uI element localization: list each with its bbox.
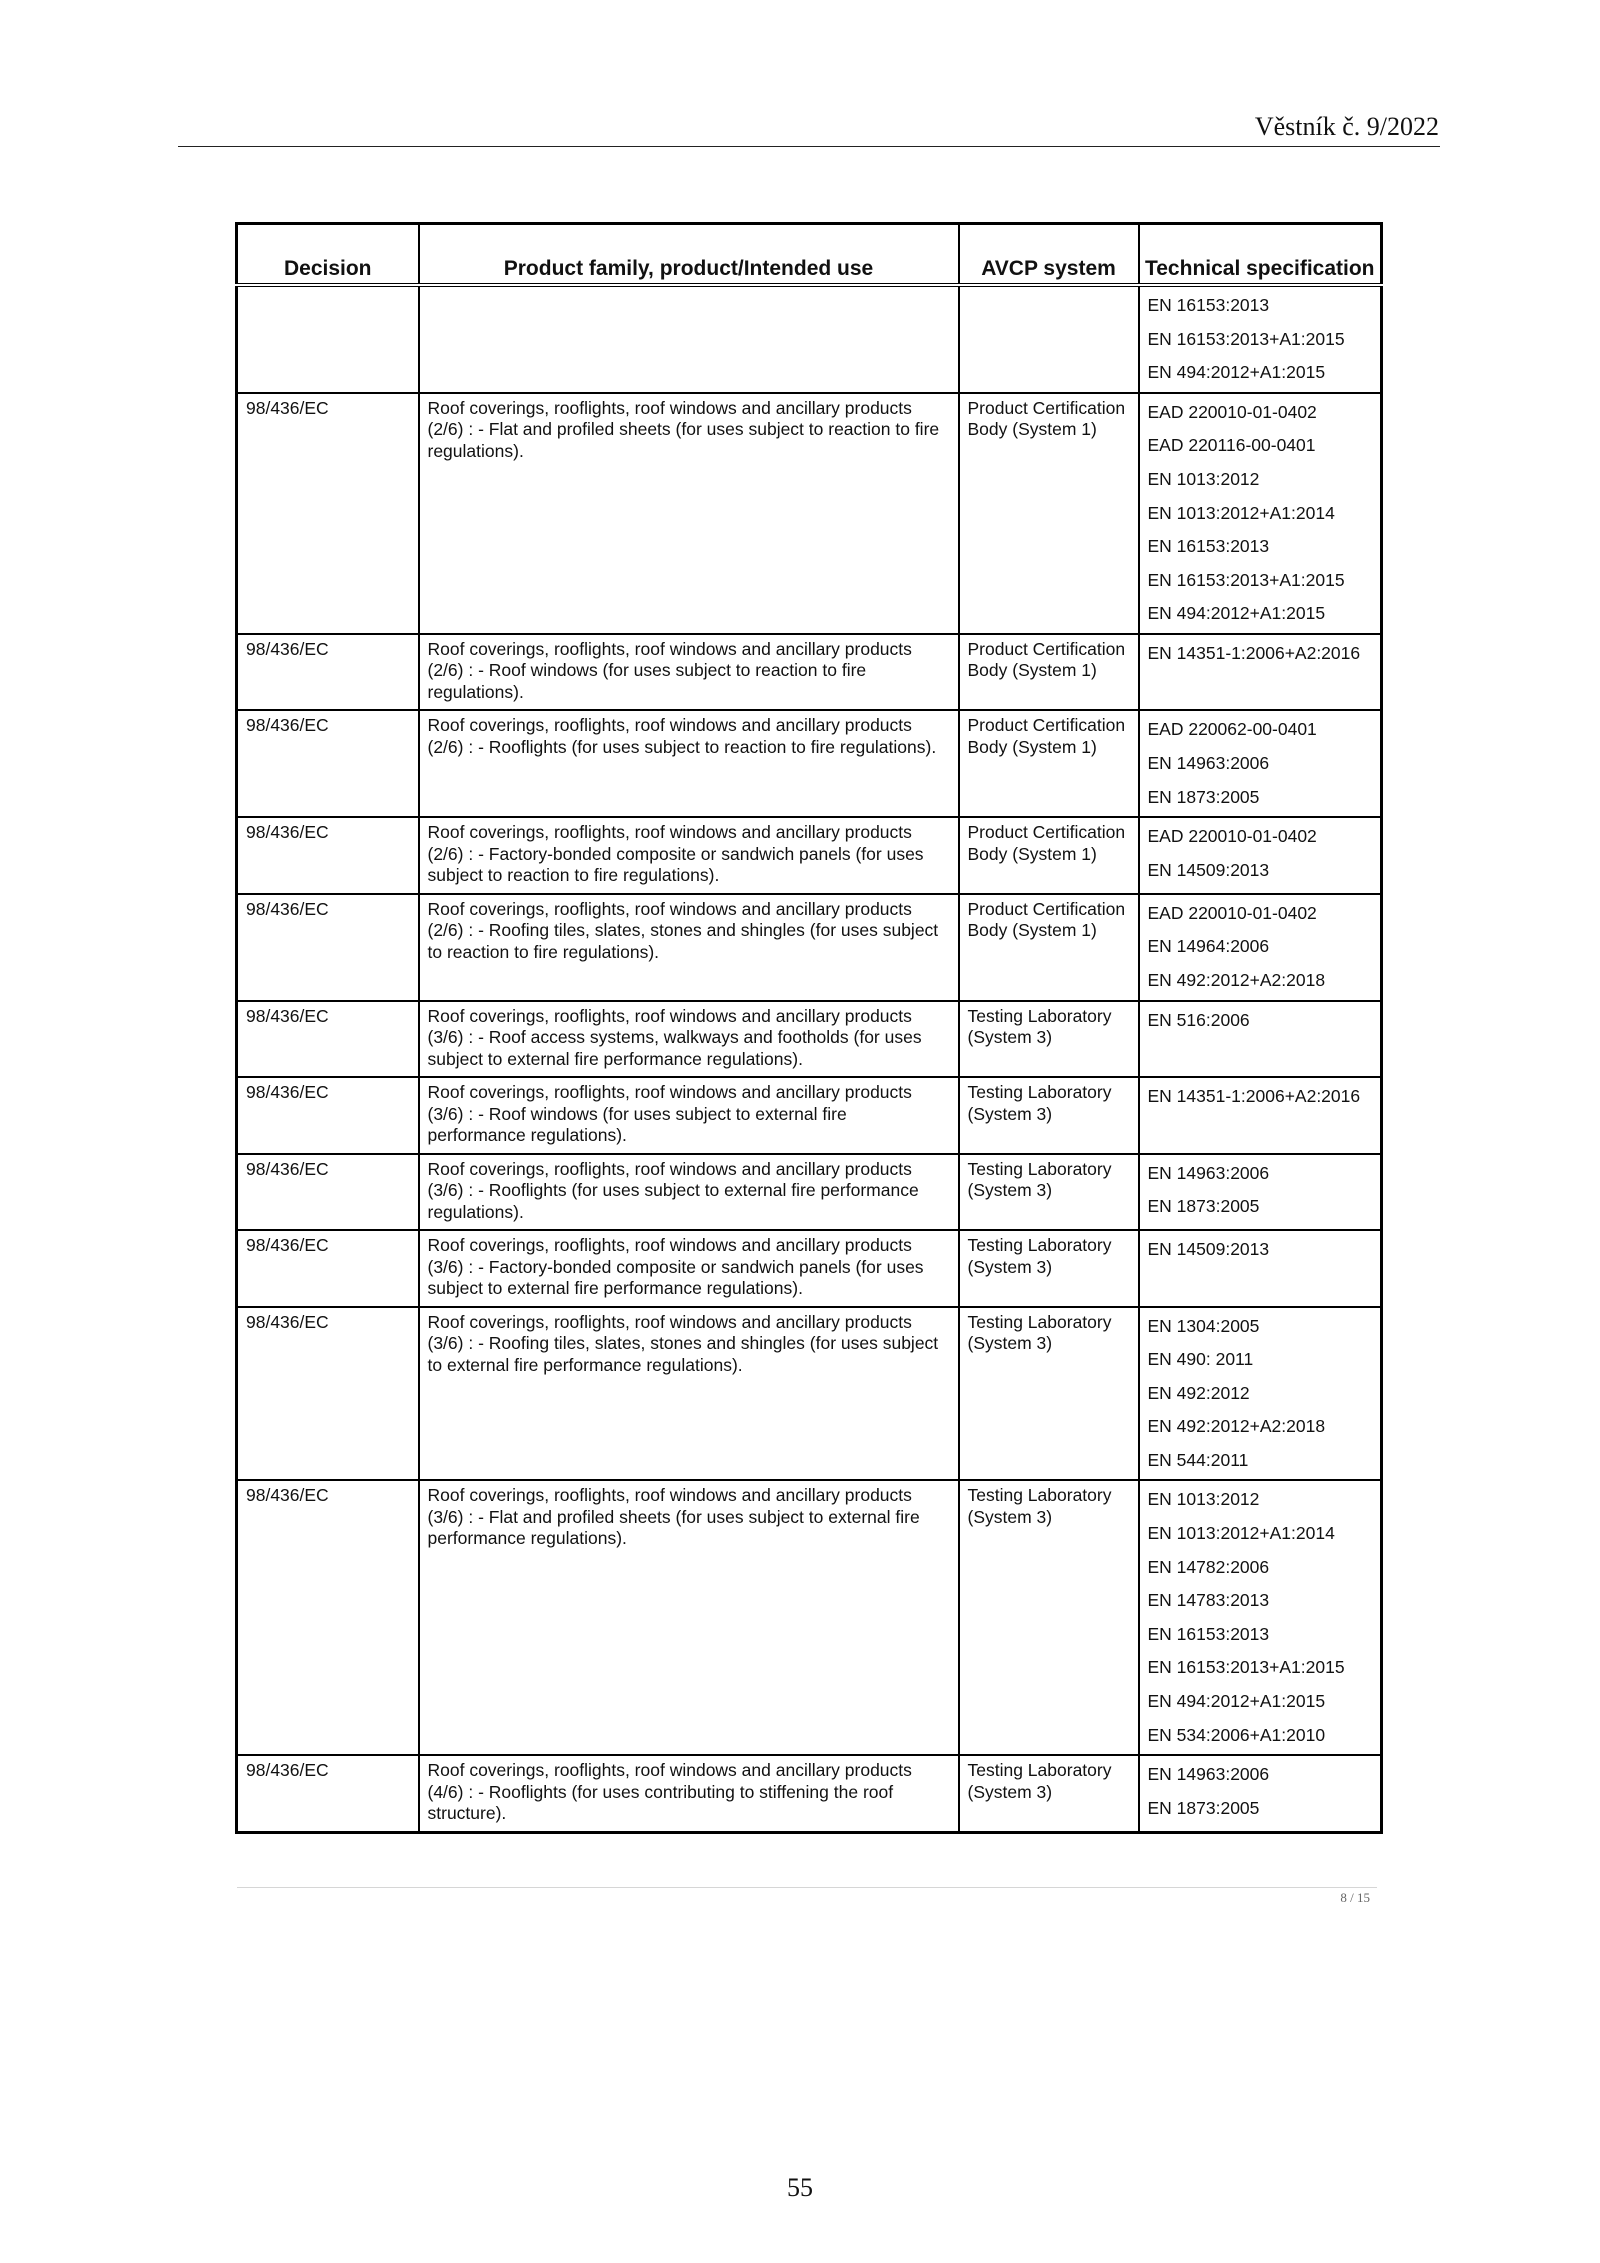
specification-item: EN 544:2011 [1147,1449,1249,1470]
specification-item: EN 492:2012+A2:2018 [1147,969,1326,990]
table-row [237,1755,1382,1832]
decision-cell [237,285,419,393]
product-cell: Roof coverings, rooflights, roof windows and ancillary products (3/6) : - Roof windows (for uses subject to external fire performance regulations). [419,1077,959,1154]
specification-item: EN 534:2006+A1:2010 [1147,1724,1326,1745]
specification-item: EN 16153:2013 [1147,1623,1270,1644]
avcp-cell: Product Certification Body (System 1) [959,393,1139,634]
product-cell: Roof coverings, rooflights, roof windows and ancillary products (2/6) : - Factory-bonded composite or sandwich panels (for uses subject to reaction to fire regulations). [419,817,959,894]
product-cell: Roof coverings, rooflights, roof windows and ancillary products (2/6) : - Roofing tiles, slates, stones and shingles (for uses subject to reaction to fire regulations). [419,894,959,1001]
product-cell: Roof coverings, rooflights, roof windows and ancillary products (2/6) : - Roof windows (for uses subject to reaction to fire regulations). [419,634,959,711]
avcp-cell: Testing Laboratory (System 3) [959,1001,1139,1078]
specification-item: EN 16153:2013 [1147,295,1270,315]
technical-specification-cell [1139,1230,1382,1307]
product-cell: Roof coverings, rooflights, roof windows and ancillary products (4/6) : - Rooflights (for uses contributing to stiffening the roof structure). [419,1755,959,1832]
table-row [237,710,1382,817]
decision-cell: 98/436/EC [237,710,419,817]
product-cell: Roof coverings, rooflights, roof windows and ancillary products (2/6) : - Flat and profiled sheets (for uses subject to reaction to fire regulations). [419,393,959,634]
product-cell: Roof coverings, rooflights, roof windows and ancillary products (3/6) : - Roof access systems, walkways and footholds (for uses subject to external fire performance regulations). [419,1001,959,1078]
avcp-cell: Product Certification Body (System 1) [959,817,1139,894]
technical-specification-cell [1139,285,1382,393]
specification-item: EN 14963:2006 [1147,1162,1270,1183]
technical-specification-cell [1139,710,1382,817]
specification-item: EN 494:2012+A1:2015 [1147,603,1326,624]
technical-specification-cell [1139,1307,1382,1481]
page-indicator: 8 / 15 [1340,1890,1370,1905]
decision-cell: 98/436/EC [237,1480,419,1755]
column-header-avcp: AVCP system [959,224,1139,286]
technical-specification-cell [1139,1077,1382,1154]
table-row [237,1480,1382,1755]
specification-item: EAD 220116-00-0401 [1147,435,1316,456]
decision-cell: 98/436/EC [237,1001,419,1078]
specification-item: EN 1873:2005 [1147,786,1260,807]
avcp-cell: Testing Laboratory (System 3) [959,1077,1139,1154]
specification-item: EAD 220062-00-0401 [1147,719,1317,740]
specification-item: EN 1013:2012+A1:2014 [1147,502,1335,523]
specification-item: EN 492:2012 [1147,1382,1250,1403]
specification-item: EN 490: 2011 [1147,1349,1254,1370]
avcp-cell: Testing Laboratory (System 3) [959,1307,1139,1481]
specification-item: EAD 220010-01-0402 [1147,401,1317,422]
technical-specification-cell [1139,894,1382,1001]
specification-item: EN 16153:2013+A1:2015 [1147,569,1345,590]
specification-item: EN 14963:2006 [1147,1764,1270,1785]
table-body [237,285,1382,1832]
journal-header: Věstník č. 9/2022 [1254,112,1439,141]
product-cell: Roof coverings, rooflights, roof windows and ancillary products (3/6) : - Roofing tiles, slates, stones and shingles (for uses subject to external fire performance regulations). [419,1307,959,1481]
table-row [237,817,1382,894]
specification-item: EAD 220010-01-0402 [1147,902,1317,923]
technical-specification-cell [1139,393,1382,634]
table-row [237,1077,1382,1154]
decision-cell: 98/436/EC [237,393,419,634]
specification-item: EN 16153:2013+A1:2015 [1147,1657,1345,1678]
specification-item: EN 14351-1:2006+A2:2016 [1147,642,1361,663]
avcp-cell: Product Certification Body (System 1) [959,634,1139,711]
specification-item: EN 1013:2012 [1147,468,1260,489]
specification-item: EN 16153:2013+A1:2015 [1147,328,1345,349]
avcp-cell: Product Certification Body (System 1) [959,710,1139,817]
table-header-row [237,224,1382,286]
page-footer-rule [237,1887,1377,1888]
decision-cell: 98/436/EC [237,634,419,711]
technical-specification-cell [1139,1001,1382,1078]
specification-table [235,222,1383,1834]
decision-cell: 98/436/EC [237,1154,419,1231]
specification-item: EN 14782:2006 [1147,1556,1270,1577]
product-cell: Roof coverings, rooflights, roof windows and ancillary products (2/6) : - Rooflights (for uses subject to reaction to fire regulations). [419,710,959,817]
specification-item: EAD 220010-01-0402 [1147,826,1317,847]
specification-item: EN 14509:2013 [1147,1239,1270,1259]
decision-cell: 98/436/EC [237,1755,419,1832]
specification-item: EN 14783:2013 [1147,1590,1270,1611]
product-cell [419,285,959,393]
specification-item: EN 494:2012+A1:2015 [1147,362,1326,383]
avcp-cell: Testing Laboratory (System 3) [959,1154,1139,1231]
specification-item: EN 16153:2013 [1147,536,1270,557]
specification-item: EN 1873:2005 [1147,1196,1260,1217]
table-row [237,634,1382,711]
technical-specification-cell [1139,1755,1382,1832]
table-row [237,1230,1382,1307]
decision-cell: 98/436/EC [237,1077,419,1154]
specification-item: EN 1013:2012 [1147,1489,1260,1510]
table-row [237,1154,1382,1231]
technical-specification-cell [1139,1480,1382,1755]
table-row [237,285,1382,393]
specification-item: EN 494:2012+A1:2015 [1147,1691,1326,1712]
column-header-technical-specification: Technical specification [1139,224,1382,286]
column-header-decision: Decision [237,224,419,286]
table-row [237,1307,1382,1481]
table-row [237,1001,1382,1078]
avcp-cell [959,285,1139,393]
product-cell: Roof coverings, rooflights, roof windows and ancillary products (3/6) : - Factory-bonded composite or sandwich panels (for uses subject to external fire performance regulations). [419,1230,959,1307]
specification-item: EN 1304:2005 [1147,1315,1260,1336]
specification-item: EN 14351-1:2006+A2:2016 [1147,1086,1361,1106]
avcp-cell: Testing Laboratory (System 3) [959,1755,1139,1832]
specification-item: EN 492:2012+A2:2018 [1147,1416,1326,1437]
decision-cell: 98/436/EC [237,894,419,1001]
decision-cell: 98/436/EC [237,1307,419,1481]
specification-item: EN 1873:2005 [1147,1797,1260,1818]
technical-specification-cell [1139,634,1382,711]
specification-item: EN 14509:2013 [1147,859,1270,880]
header-rule [178,146,1440,147]
decision-cell: 98/436/EC [237,1230,419,1307]
table-row [237,393,1382,634]
avcp-cell: Product Certification Body (System 1) [959,894,1139,1001]
technical-specification-cell [1139,1154,1382,1231]
product-cell: Roof coverings, rooflights, roof windows and ancillary products (3/6) : - Rooflights (for uses subject to external fire performance regulations). [419,1154,959,1231]
avcp-cell: Testing Laboratory (System 3) [959,1480,1139,1755]
technical-specification-cell [1139,817,1382,894]
avcp-cell: Testing Laboratory (System 3) [959,1230,1139,1307]
product-cell: Roof coverings, rooflights, roof windows and ancillary products (3/6) : - Flat and profiled sheets (for uses subject to external fire performance regulations). [419,1480,959,1755]
column-header-product: Product family, product/Intended use [419,224,959,286]
table-row [237,894,1382,1001]
page-number: 55 [787,2173,813,2202]
decision-cell: 98/436/EC [237,817,419,894]
specification-item: EN 516:2006 [1147,1009,1250,1030]
specification-item: EN 14964:2006 [1147,936,1270,957]
specification-item: EN 1013:2012+A1:2014 [1147,1523,1335,1544]
specification-item: EN 14963:2006 [1147,753,1270,774]
